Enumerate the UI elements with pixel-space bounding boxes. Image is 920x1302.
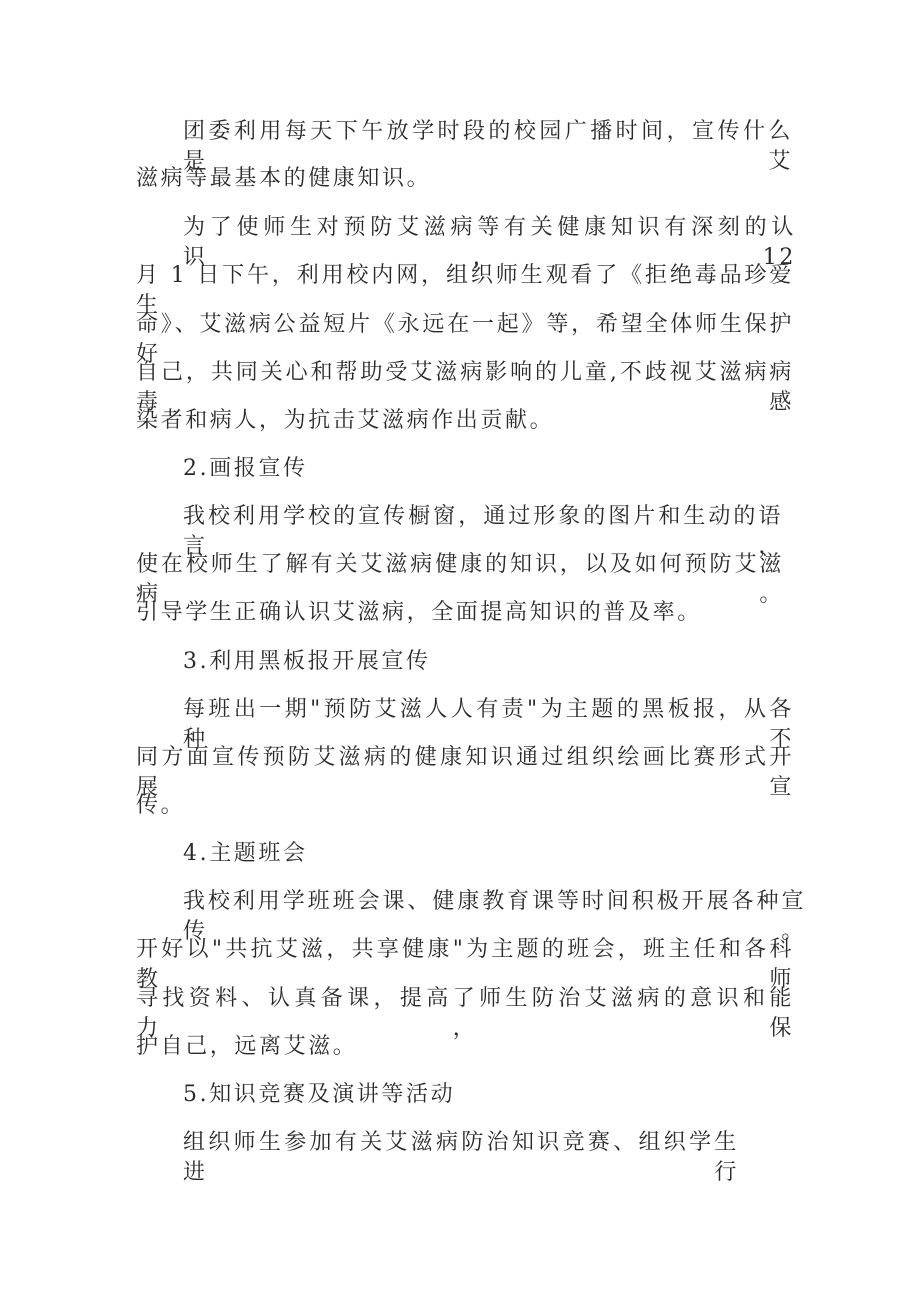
- body-text-line: 滋病等最基本的健康知识。: [136, 166, 432, 191]
- body-text-line: 我校利用学班班会课、健康教育课等时间积极开展各种宣传。: [183, 889, 806, 944]
- body-text-line: 为了使师生对预防艾滋病等有关健康知识有深刻的认识，12: [183, 215, 796, 270]
- body-text-line: 使在校师生了解有关艾滋病健康的知识，以及如何预防艾滋病。: [136, 552, 784, 607]
- section-heading: 5.知识竞赛及演讲等活动: [183, 1082, 456, 1107]
- body-text-line: 月 1 日下午，利用校内网，组织师生观看了《拒绝毒品珍爱生: [136, 263, 794, 318]
- body-text-line: 传。: [136, 793, 186, 818]
- body-text-line: 每班出一期"预防艾滋人人有责"为主题的黑板报，从各种不: [183, 697, 794, 752]
- body-text-line: 团委利用每天下午放学时段的校园广播时间，宣传什么是艾: [183, 119, 793, 174]
- body-text-line: 自己，共同关心和帮助受艾滋病影响的儿童,不歧视艾滋病病毒感: [136, 360, 794, 415]
- body-text-line: 寻找资料、认真备课，提高了师生防治艾滋病的意识和能力，保: [136, 986, 794, 1041]
- section-heading: 2.画报宣传: [183, 456, 308, 481]
- body-text-line: 护自己，远离艾滋。: [136, 1034, 358, 1059]
- body-text-line: 开好以"共抗艾滋，共享健康"为主题的班会，班主任和各科教师: [136, 937, 794, 992]
- body-text-line: 引导学生正确认识艾滋病，全面提高知识的普及率。: [136, 600, 702, 625]
- section-heading: 3.利用黑板报开展宣传: [183, 649, 431, 674]
- body-text-line: 同方面宣传预防艾滋病的健康知识通过组织绘画比赛形式开展宣: [136, 745, 794, 800]
- body-text-line: 命》、艾滋病公益短片《永远在一起》等，希望全体师生保护好: [136, 312, 794, 367]
- body-text-line: 染者和病人，为抗击艾滋病作出贡献。: [136, 408, 555, 433]
- section-heading: 4.主题班会: [183, 841, 308, 866]
- body-text-line: 组织师生参加有关艾滋病防治知识竞赛、组织学生进行: [183, 1130, 739, 1185]
- body-text-line: 我校利用学校的宣传橱窗，通过形象的图片和生动的语言，: [183, 504, 783, 559]
